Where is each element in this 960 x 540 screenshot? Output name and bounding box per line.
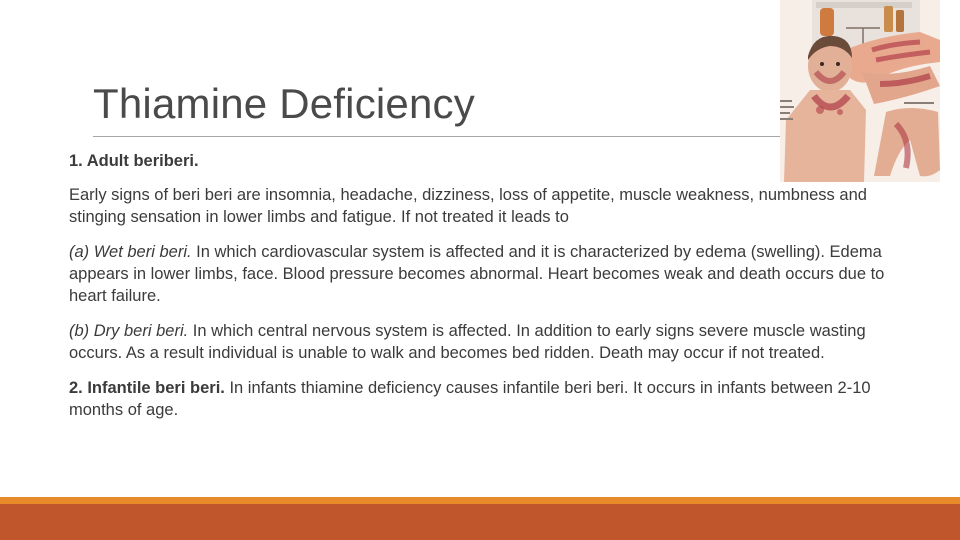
title-underline — [93, 136, 793, 137]
paragraph-dry-beriberi — [69, 320, 889, 364]
dry-beriberi-label: (b) Dry beri beri. — [69, 322, 189, 340]
slide-title: Thiamine Deficiency — [93, 80, 475, 127]
heading-adult-beriberi: 1. Adult beriberi. — [69, 152, 199, 170]
paragraph-wet-beriberi — [69, 241, 889, 307]
infantile-beriberi-text: In infants thiamine deficiency causes infantile beri beri. It occurs in infants between 2-10 months of age. — [69, 379, 871, 419]
paragraph-early-signs — [69, 184, 889, 228]
wet-beriberi-label: (a) Wet beri beri. — [69, 243, 192, 261]
footer-accent-stripe — [0, 497, 960, 504]
footer-bar — [0, 504, 960, 540]
wet-beriberi-text: In which cardiovascular system is affected and it is characterized by edema (swelling). Edema appears in lower limbs, face. Blood pressure becomes abnormal. Heart becomes weak and death occurs due to heart failure. — [69, 243, 885, 305]
paragraph-infantile-beriberi — [69, 377, 889, 421]
dry-beriberi-text: In which central nervous system is affected. In addition to early signs severe muscle wasting occurs. As a result individual is unable to walk and becomes bed ridden. Death may occur if not treated. — [69, 322, 866, 362]
paragraph-adult-beriberi — [69, 150, 889, 172]
slide-body — [69, 150, 889, 434]
early-signs-text: Early signs of beri beri are insomnia, headache, dizziness, loss of appetite, muscle weakness, numbness and stinging sensation in lower limbs and fatigue. If not treated it leads to — [69, 186, 867, 226]
infantile-beriberi-label: 2. Infantile beri beri. — [69, 379, 225, 397]
